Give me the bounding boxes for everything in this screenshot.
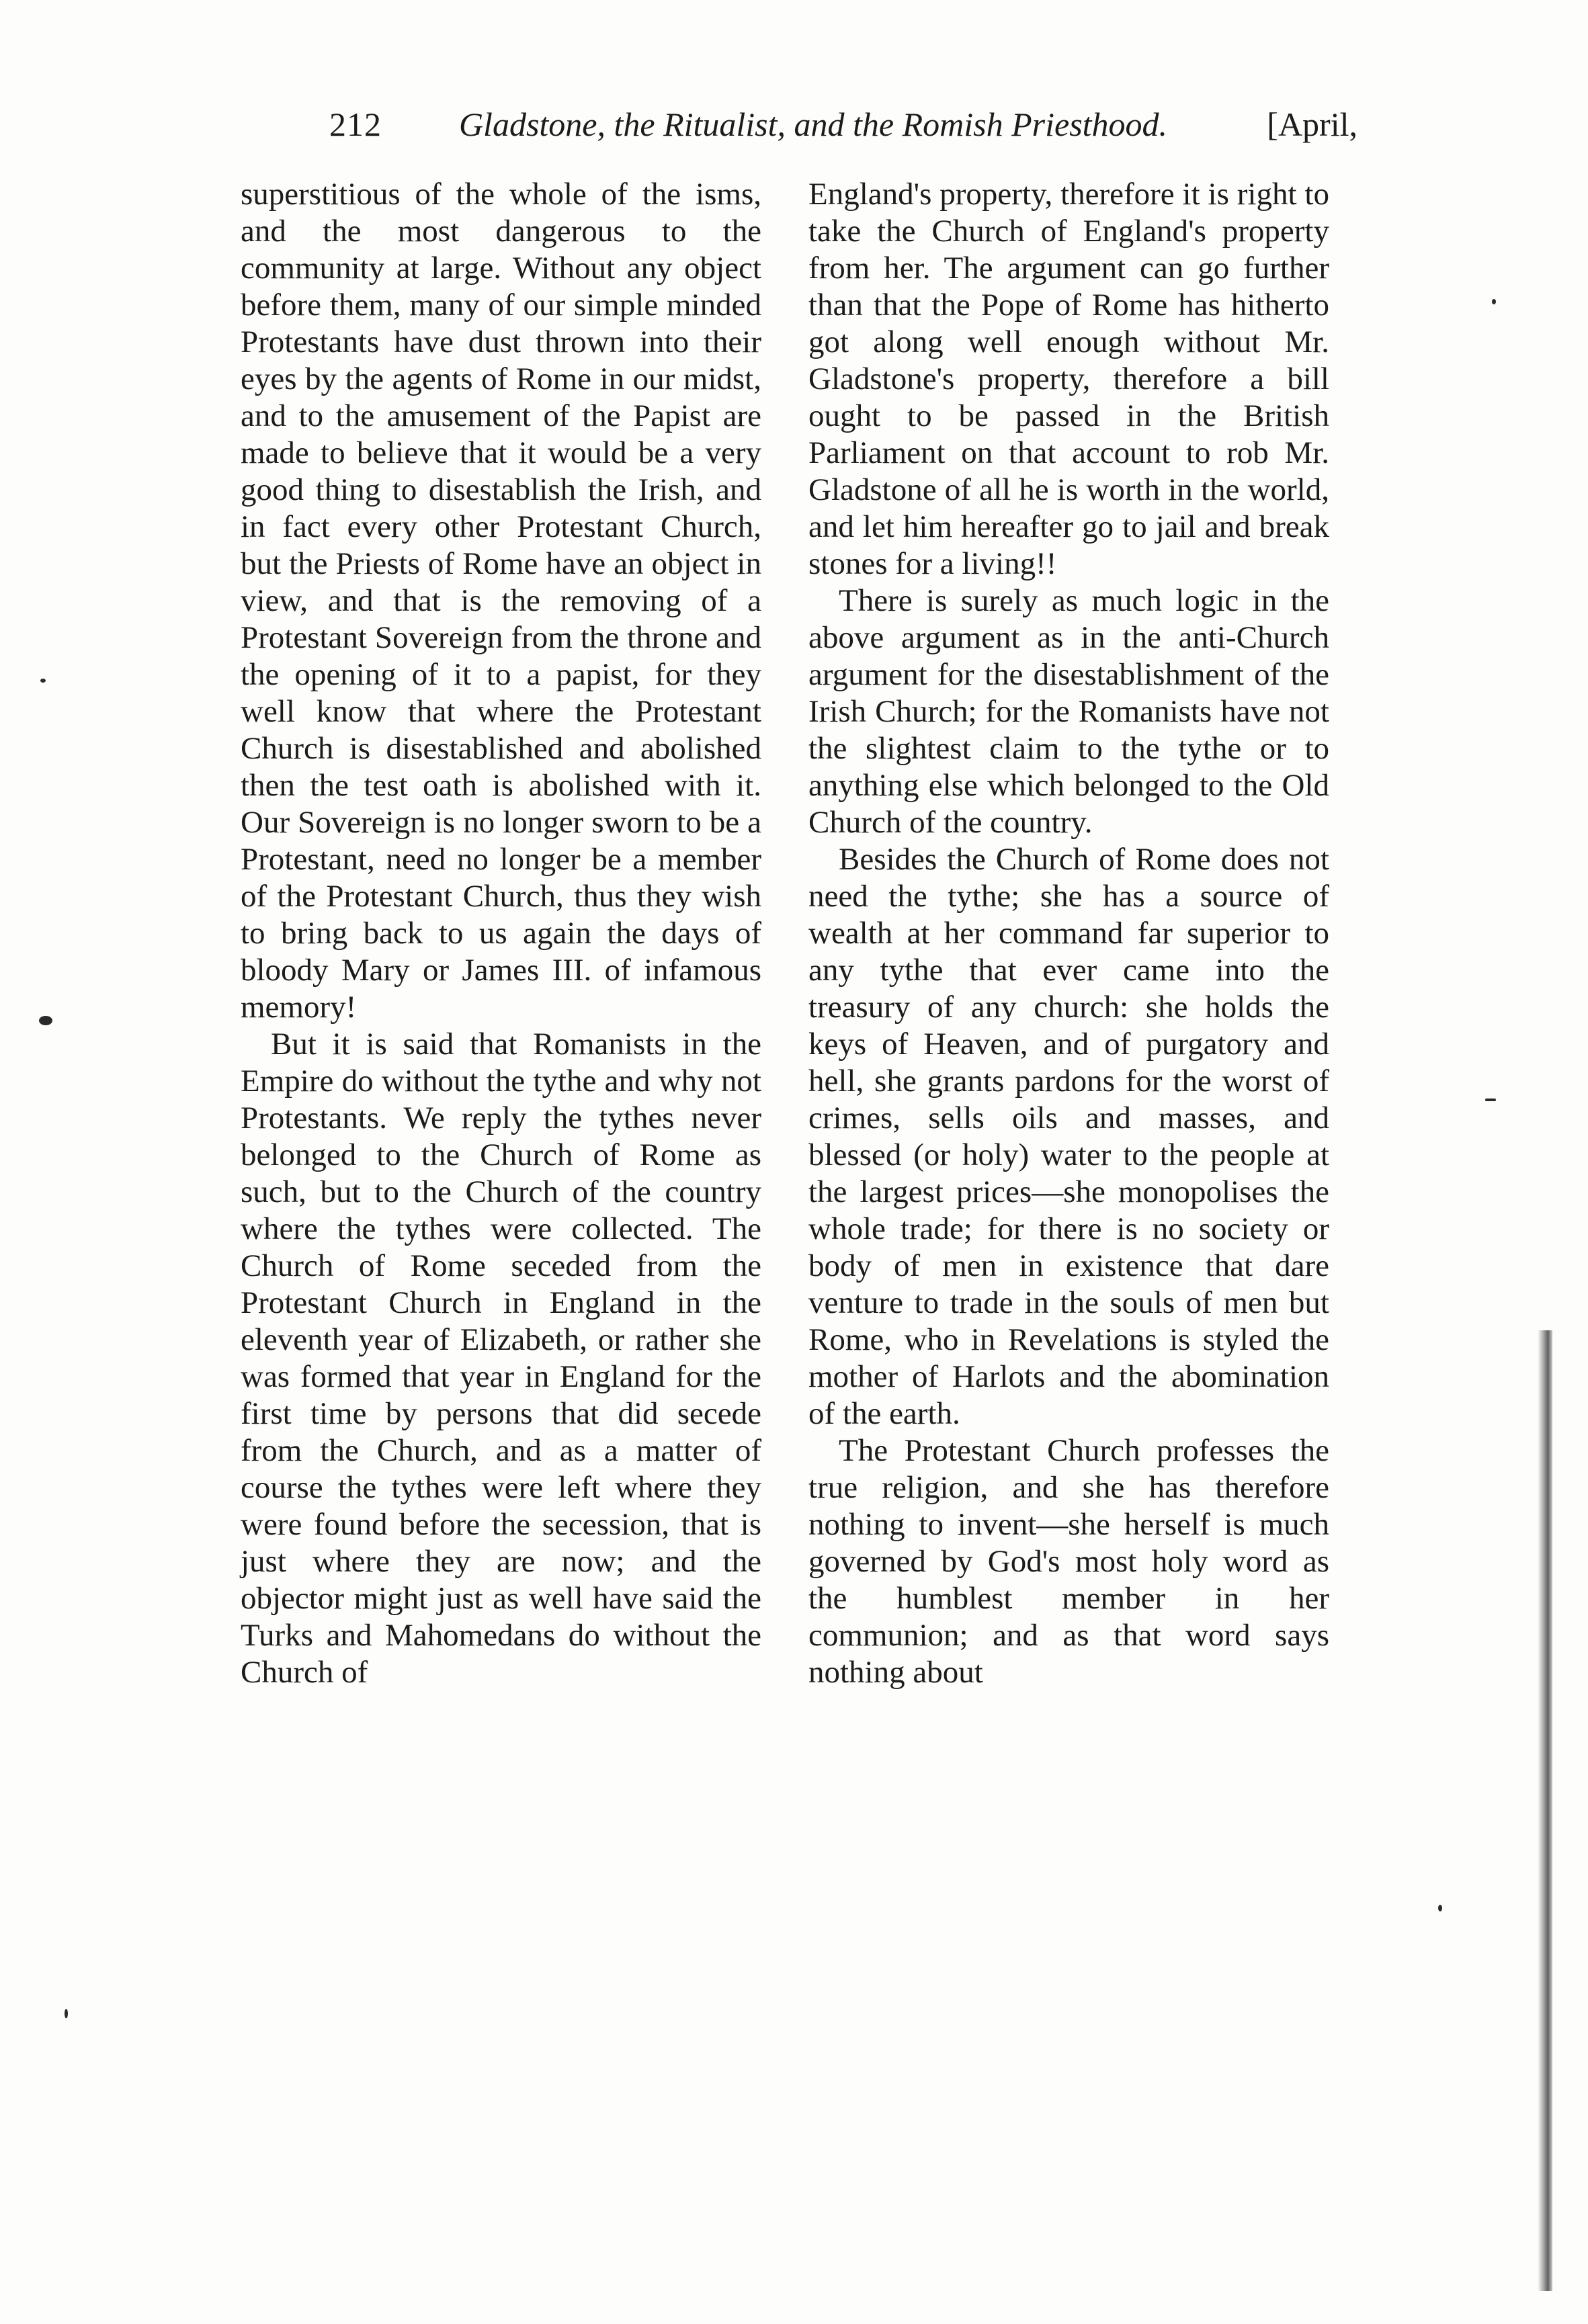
running-head: [329, 101, 1357, 148]
paragraph: But it is said that Romanists in the Empire do without the tythe and why not Protestants. We reply the tythes never belonged to the Church of Rome as such, but to the Church of the country where the tythes were collected. The Church of Rome seceded from the Protestant Church in England in the eleventh year of Elizabeth, or rather she was formed that year in England for the first time by persons that did secede from the Church, and as a matter of course the tythes were left where they were found before the secession, that is just where they are now; and the objector might just as well have said the Turks and Mahomedans do without the Church of: [241, 1027, 761, 1690]
right-column: [808, 176, 1329, 1691]
paragraph: England's property, therefore it is right to take the Church of England's property from her. The argument can go further than that the Pope of Rome has hitherto got along well enough without Mr. Gladstone's property, therefore a bill ought to be passed in the British Parliament on that account to rob Mr. Gladstone of all he is worth in the world, and let him hereafter go to jail and break stones for a living!!: [808, 177, 1329, 581]
ink-speck: [65, 2009, 68, 2018]
paragraph: Besides the Church of Rome does not need the tythe; she has a source of wealth at her command far superior to any tythe that ever came into the treasury of any church: she holds the keys of Heaven, and of purgatory and hell, she grants pardons for the worst of crimes, sells oils and masses, and blessed (or holy) water to the people at the largest prices—she monopolises the whole trade; for there is no society or body of men in existence that dare venture to trade in the souls of men but Rome, who in Revelations is styled the mother of Harlots and the abomination of the earth.: [808, 842, 1329, 1431]
binding-shadow: [1538, 1330, 1552, 2291]
ink-speck: [1485, 1099, 1496, 1101]
running-title: Gladstone, the Ritualist, and the Romish Priesthood.: [458, 105, 1168, 143]
paragraph: superstitious of the whole of the isms, and the most dangerous to the community at large. Without any object before them, many of our simple minded Protestants have dust thrown into their eyes by the agents of Rome in our midst, and to the amusement of the Papist are made to believe that it would be a very good thing to disestablish the Irish, and in fact every other Protestant Church, but the Priests of Rome have an object in view, and that is the removing of a Protestant Sovereign from the throne and the opening of it to a papist, for they well know that where the Protestant Church is disestablished and abolished then the test oath is abolished with it. Our Sovereign is no longer sworn to be a Protestant, need no longer be a member of the Protestant Church, thus they wish to bring back to us again the days of bloody Mary or James III. of infamous memory!: [241, 177, 761, 1025]
ink-speck: [40, 679, 46, 683]
paragraph: There is surely as much logic in the above argument as in the anti-Church argument for the disestablishment of the Irish Church; for the Romanists have not the slightest claim to the tythe or to anything else which belonged to the Old Church of the country.: [808, 583, 1329, 840]
issue-month: [April,: [1267, 105, 1357, 143]
ink-speck: [1438, 1905, 1442, 1911]
paragraph: The Protestant Church professes the true religion, and she has therefore nothing to invent—she herself is much governed by God's most holy word as the humblest member in her communion; and as that word says nothing about: [808, 1433, 1329, 1690]
ink-speck: [1492, 299, 1496, 304]
left-column: [241, 176, 761, 1691]
ink-speck: [39, 1016, 52, 1025]
page-number: 212: [329, 105, 382, 143]
